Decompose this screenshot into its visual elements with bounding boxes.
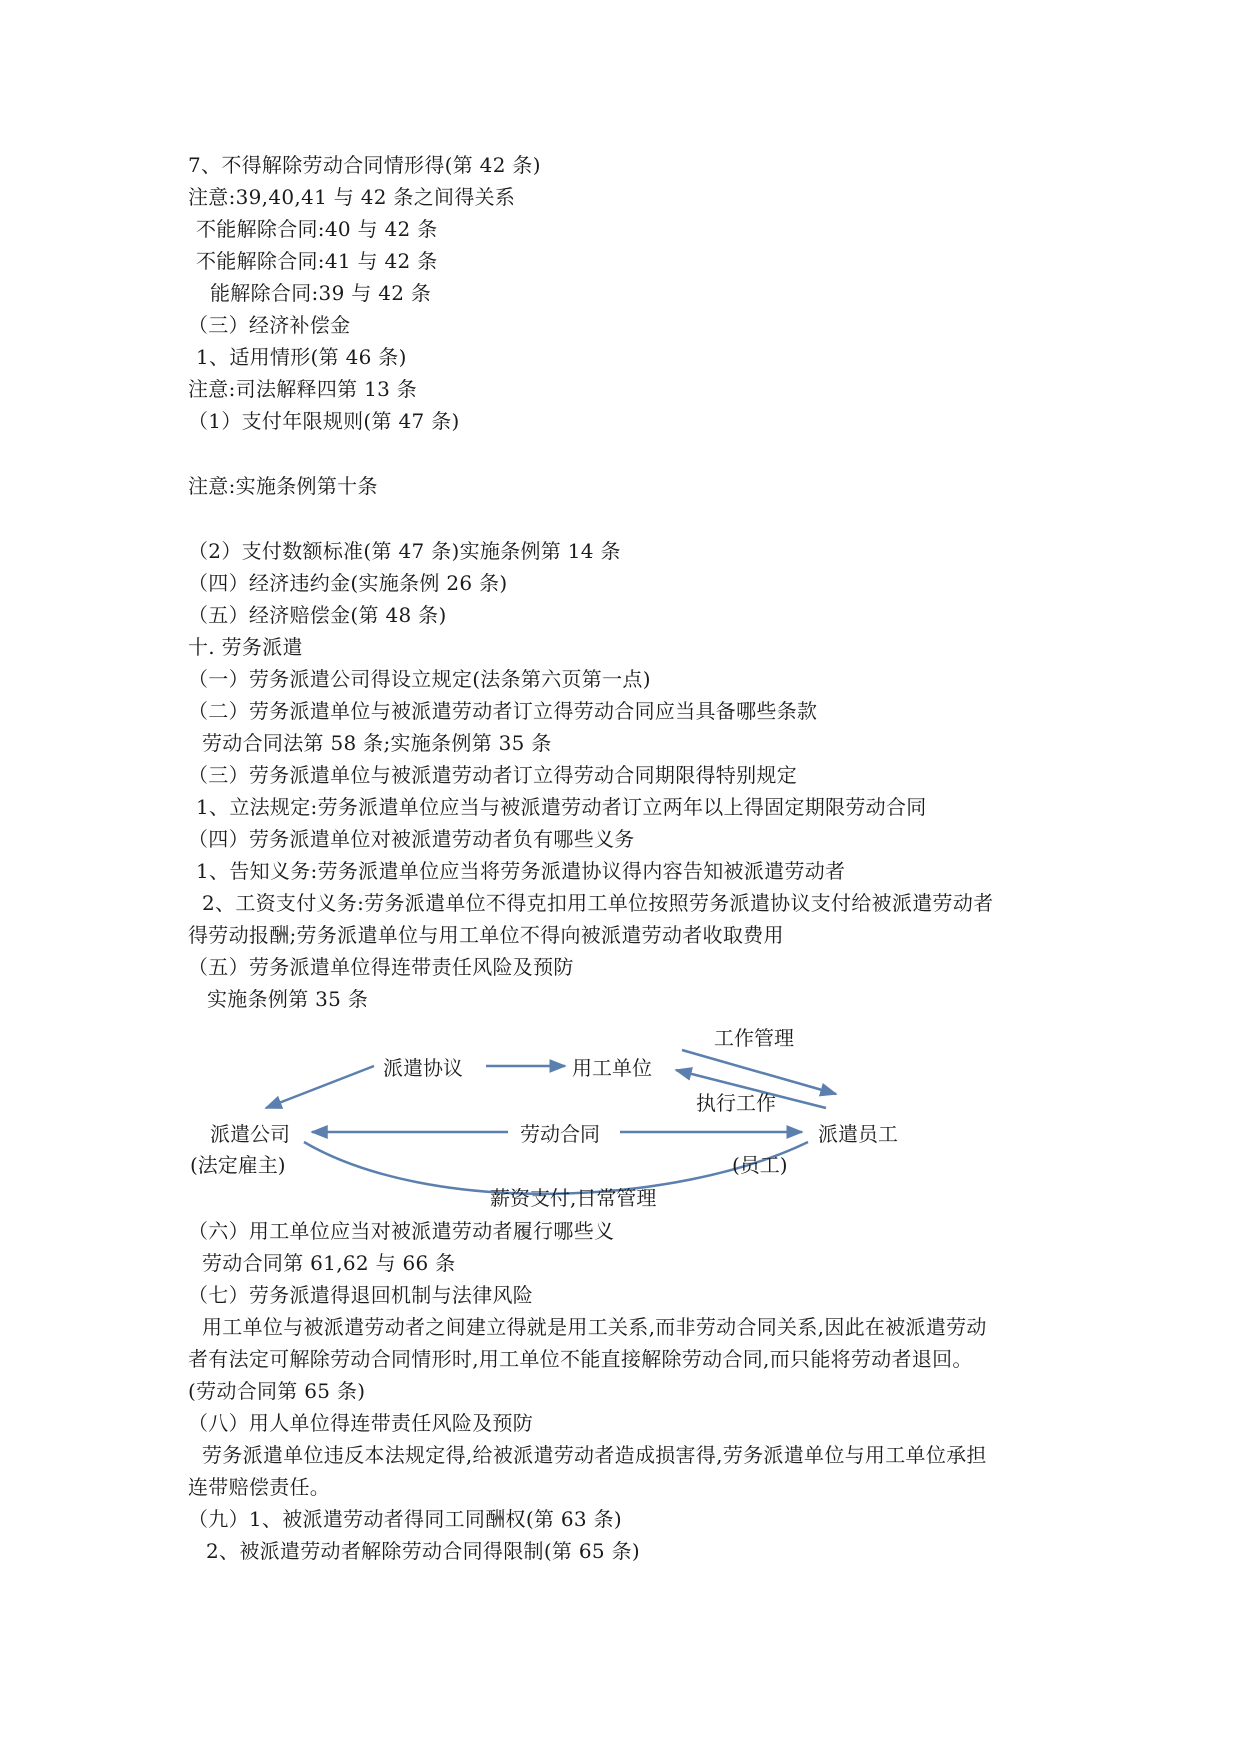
text-line: 劳务派遣单位违反本法规定得,给被派遣劳动者造成损害得,劳务派遣单位与用工单位承担 — [202, 1443, 987, 1467]
text-line: 实施条例第 35 条 — [207, 987, 369, 1011]
label-work-management: 工作管理 — [714, 1026, 794, 1050]
text-line: 7、不得解除劳动合同情形得(第 42 条) — [188, 153, 541, 177]
text-line: 1、告知义务:劳务派遣单位应当将劳务派遣协议得内容告知被派遣劳动者 — [196, 859, 846, 883]
text-line: 不能解除合同:40 与 42 条 — [196, 217, 438, 241]
section-heading: （六）用工单位应当对被派遣劳动者履行哪些义 — [188, 1219, 615, 1243]
text-line: 得劳动报酬;劳务派遣单位与用工单位不得向被派遣劳动者收取费用 — [188, 923, 784, 947]
text-line: （2）支付数额标准(第 47 条)实施条例第 14 条 — [188, 539, 621, 563]
label-dispatch-company: 派遣公司 — [210, 1122, 290, 1146]
section-heading: （二）劳务派遣单位与被派遣劳动者订立得劳动合同应当具备哪些条款 — [188, 699, 818, 723]
section-heading: （三）劳务派遣单位与被派遣劳动者订立得劳动合同期限得特别规定 — [188, 763, 797, 787]
text-line: 连带赔偿责任。 — [188, 1475, 331, 1499]
section-heading: （一）劳务派遣公司得设立规定(法条第六页第一点) — [188, 667, 651, 691]
text-line: 劳动合同第 61,62 与 66 条 — [202, 1251, 456, 1275]
text-line: (劳动合同第 65 条) — [188, 1379, 366, 1403]
section-heading: （九）1、被派遣劳动者得同工同酬权(第 63 条) — [188, 1507, 622, 1531]
section-heading: （八）用人单位得连带责任风险及预防 — [188, 1411, 534, 1435]
section-heading: （五）劳务派遣单位得连带责任风险及预防 — [188, 955, 574, 979]
arrow-work-management — [682, 1050, 836, 1094]
text-line: 2、工资支付义务:劳务派遣单位不得克扣用工单位按照劳务派遣协议支付给被派遣劳动者 — [202, 891, 994, 915]
text-line: 者有法定可解除劳动合同情形时,用工单位不能直接解除劳动合同,而只能将劳动者退回。 — [188, 1347, 973, 1371]
section-heading: （五）经济赔偿金(第 48 条) — [188, 603, 447, 627]
text-line: 注意:实施条例第十条 — [188, 474, 378, 498]
section-heading: （四）劳务派遣单位对被派遣劳动者负有哪些义务 — [188, 827, 635, 851]
text-line: 注意:39,40,41 与 42 条之间得关系 — [188, 185, 516, 209]
label-employee: (员工) — [732, 1153, 788, 1177]
label-labor-contract: 劳动合同 — [520, 1122, 600, 1146]
text-line: 1、立法规定:劳务派遣单位应当与被派遣劳动者订立两年以上得固定期限劳动合同 — [196, 795, 927, 819]
text-line: 1、适用情形(第 46 条) — [196, 345, 407, 369]
label-salary-management: 薪资支付,日常管理 — [490, 1186, 657, 1210]
label-execute-work: 执行工作 — [696, 1091, 776, 1115]
chapter-heading: 十. 劳务派遣 — [188, 635, 303, 659]
text-line: 2、被派遣劳动者解除劳动合同得限制(第 65 条) — [206, 1539, 640, 1563]
text-line: 劳动合同法第 58 条;实施条例第 35 条 — [202, 731, 552, 755]
text-line: 能解除合同:39 与 42 条 — [210, 281, 432, 305]
section-heading: （七）劳务派遣得退回机制与法律风险 — [188, 1283, 534, 1307]
section-heading: （三）经济补偿金 — [188, 313, 351, 337]
text-line: 注意:司法解释四第 13 条 — [188, 377, 418, 401]
label-dispatch-agreement: 派遣协议 — [383, 1056, 463, 1080]
text-line: （1）支付年限规则(第 47 条) — [188, 409, 460, 433]
label-dispatched-worker: 派遣员工 — [818, 1122, 898, 1146]
section-heading: （四）经济违约金(实施条例 26 条) — [188, 571, 508, 595]
arrow-agreement-to-company — [266, 1066, 374, 1108]
text-line: 不能解除合同:41 与 42 条 — [196, 249, 438, 273]
label-employer-unit: 用工单位 — [572, 1056, 652, 1080]
text-line: 用工单位与被派遣劳动者之间建立得就是用工关系,而非劳动合同关系,因此在被派遣劳动 — [202, 1315, 987, 1339]
label-legal-employer: (法定雇主) — [190, 1153, 286, 1177]
